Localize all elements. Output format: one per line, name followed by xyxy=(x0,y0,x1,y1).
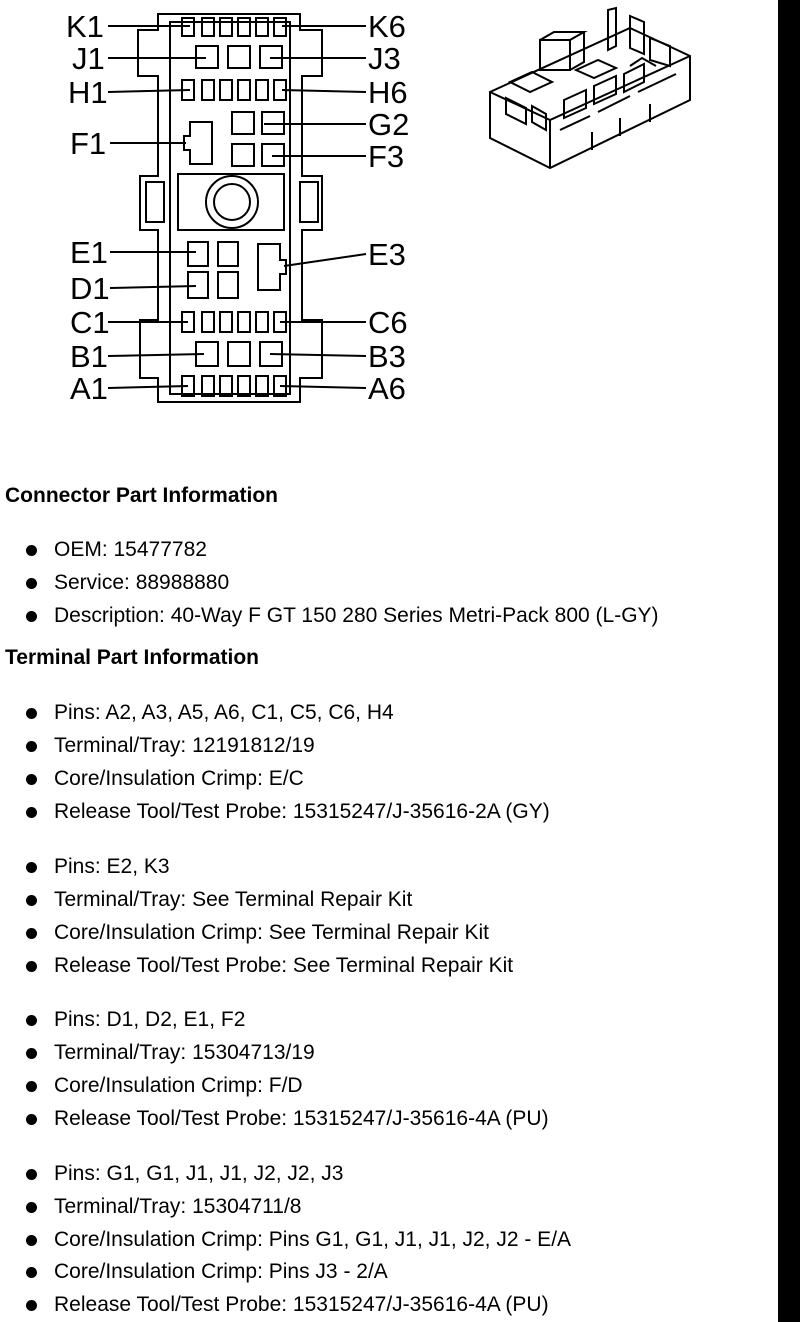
pin-label-k6: K6 xyxy=(368,9,406,44)
bullet-icon xyxy=(26,774,37,785)
pin-label-h6: H6 xyxy=(368,75,408,110)
bullet-icon xyxy=(26,807,37,818)
pin-label-f3: F3 xyxy=(368,139,405,174)
bullet-icon xyxy=(26,578,37,589)
pin-label-f1: F1 xyxy=(70,126,107,161)
connector-isometric-view xyxy=(480,0,720,180)
pin-label-c1: C1 xyxy=(70,305,110,340)
pin-label-b3: B3 xyxy=(368,339,406,374)
bullet-icon xyxy=(26,1048,37,1059)
bullet-icon xyxy=(26,708,37,719)
bullet-icon xyxy=(26,928,37,939)
pin-label-e1: E1 xyxy=(70,235,108,270)
bullet-icon xyxy=(26,1169,37,1180)
pin-label-j3: J3 xyxy=(368,41,401,76)
bullet-icon xyxy=(26,862,37,873)
bullet-icon xyxy=(26,1235,37,1246)
bullet-icon xyxy=(26,961,37,972)
pin-label-d1: D1 xyxy=(70,271,110,306)
right-border-bar xyxy=(778,0,800,1322)
bullet-icon xyxy=(26,741,37,752)
bullet-icon xyxy=(26,1300,37,1311)
pin-label-a1: A1 xyxy=(70,371,108,406)
pin-label-j1: J1 xyxy=(72,41,105,76)
pin-label-g2: G2 xyxy=(368,107,410,142)
bullet-icon xyxy=(26,1267,37,1278)
bullet-icon xyxy=(26,895,37,906)
bullet-icon xyxy=(26,1015,37,1026)
bullet-icon xyxy=(26,1202,37,1213)
pin-label-c6: C6 xyxy=(368,305,408,340)
pin-label-a6: A6 xyxy=(368,371,406,406)
bullet-icon xyxy=(26,545,37,556)
bullet-icon xyxy=(26,611,37,622)
pin-label-h1: H1 xyxy=(68,75,108,110)
bullet-icon xyxy=(26,1081,37,1092)
connector-info-heading: Connector Part Information xyxy=(5,484,279,507)
bullet-icon xyxy=(26,1114,37,1125)
pin-label-b1: B1 xyxy=(70,339,108,374)
pin-label-e3: E3 xyxy=(368,237,406,272)
pin-label-k1: K1 xyxy=(66,9,104,44)
terminal-info-heading: Terminal Part Information xyxy=(5,646,259,669)
